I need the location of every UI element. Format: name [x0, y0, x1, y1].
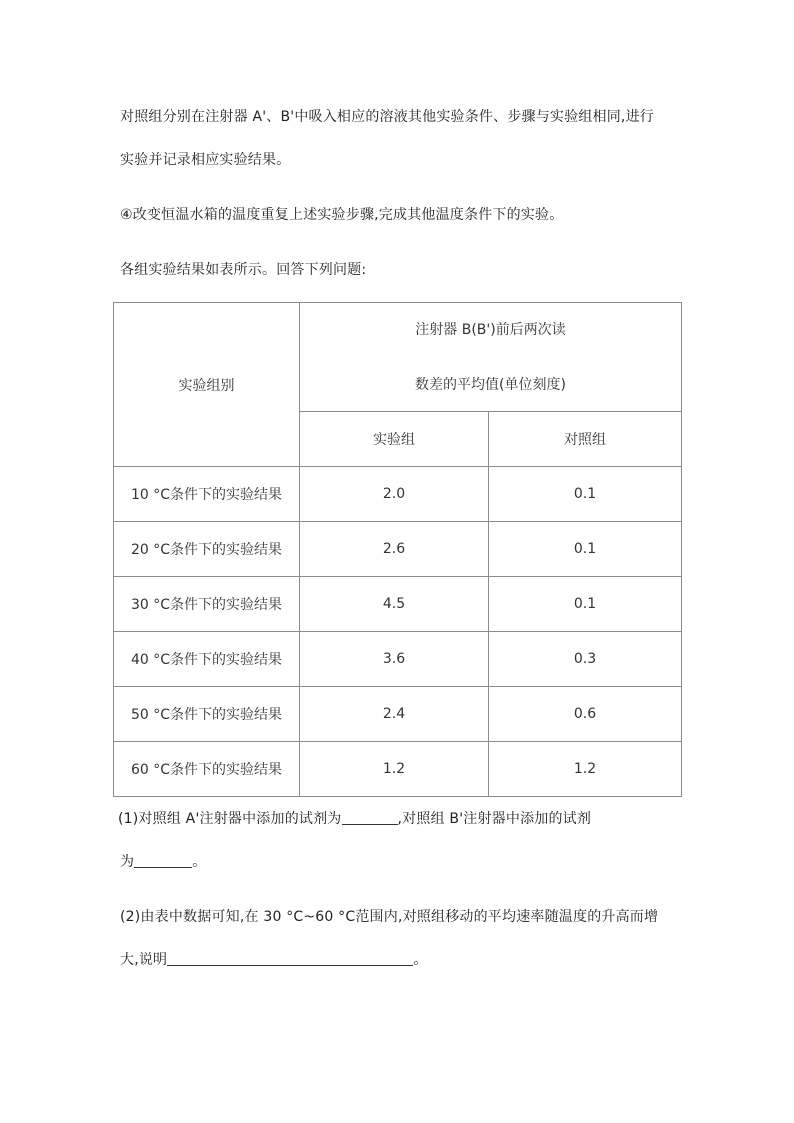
header-reading-line1: 注射器 B(B')前后两次读	[415, 321, 566, 338]
question-1-text-b: ,对照组 B'注射器中添加的试剂	[397, 811, 592, 827]
row-label: 40 °C条件下的实验结果	[114, 632, 300, 687]
question-1-line2	[120, 853, 206, 871]
table-row	[114, 467, 682, 522]
question-1-text-c: 为	[120, 854, 135, 870]
question-2-line2	[120, 951, 427, 969]
control-value: 0.1	[489, 467, 682, 522]
paragraph-control-group-line1: 对照组分别在注射器 A'、B'中吸入相应的溶液其他实验条件、步骤与实验组相同,进行	[120, 109, 654, 125]
question-2-text-a: 大,说明	[120, 952, 168, 968]
table-row	[114, 632, 682, 687]
control-value: 0.1	[489, 577, 682, 632]
row-label: 20 °C条件下的实验结果	[114, 522, 300, 577]
header-reading-difference	[300, 303, 682, 412]
experimental-value: 2.0	[300, 467, 489, 522]
answer-blank-explanation[interactable]	[167, 951, 413, 966]
header-experiment-group: 实验组别	[114, 303, 300, 467]
control-value: 0.6	[489, 687, 682, 742]
experimental-value: 2.6	[300, 522, 489, 577]
paragraph-control-group-line2: 实验并记录相应实验结果。	[120, 152, 291, 168]
question-1-text-d: 。	[192, 854, 207, 870]
question-2-line1: (2)由表中数据可知,在 30 °C~60 °C范围内,对照组移动的平均速率随温度的升高而增	[120, 909, 659, 925]
subheader-experimental: 实验组	[300, 412, 489, 467]
subheader-control: 对照组	[489, 412, 682, 467]
paragraph-step-4: ④改变恒温水箱的温度重复上述实验步骤,完成其他温度条件下的实验。	[120, 207, 564, 223]
row-label: 60 °C条件下的实验结果	[114, 742, 300, 797]
question-2-text-b: 。	[413, 952, 428, 968]
row-label: 30 °C条件下的实验结果	[114, 577, 300, 632]
experimental-value: 3.6	[300, 632, 489, 687]
table-row	[114, 522, 682, 577]
header-reading-line2: 数差的平均值(单位刻度)	[415, 376, 566, 393]
results-table	[113, 302, 682, 797]
question-1-text-a: (1)对照组 A'注射器中添加的试剂为	[118, 811, 342, 827]
experimental-value: 4.5	[300, 577, 489, 632]
table-row	[114, 742, 682, 797]
control-value: 0.3	[489, 632, 682, 687]
answer-blank-reagent-a[interactable]	[342, 810, 398, 825]
answer-blank-reagent-b[interactable]	[134, 853, 192, 868]
row-label: 50 °C条件下的实验结果	[114, 687, 300, 742]
control-value: 0.1	[489, 522, 682, 577]
question-1-line1	[118, 810, 591, 828]
table-row	[114, 687, 682, 742]
experimental-value: 1.2	[300, 742, 489, 797]
paragraph-table-intro: 各组实验结果如表所示。回答下列问题:	[120, 262, 367, 278]
row-label: 10 °C条件下的实验结果	[114, 467, 300, 522]
control-value: 1.2	[489, 742, 682, 797]
experimental-value: 2.4	[300, 687, 489, 742]
table-row	[114, 577, 682, 632]
